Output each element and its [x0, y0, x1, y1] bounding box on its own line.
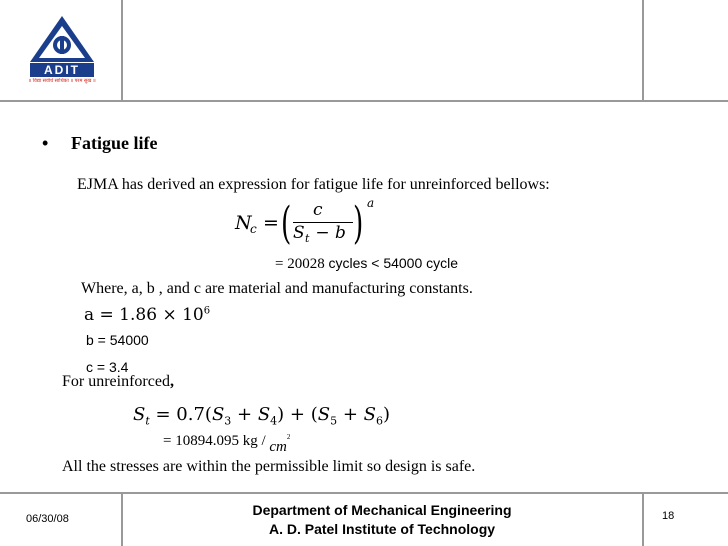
constant-a-exponent: 6 — [203, 305, 211, 317]
formula2-S: S — [133, 404, 146, 425]
formula1-close-paren: ) — [353, 198, 364, 249]
formula2-coef: 0.7( — [176, 404, 212, 425]
logo-tagline: ॥ विद्या सर्वार्थ साधिका ॥ परम सुख ॥ — [28, 78, 96, 84]
constant-a-text: a = 1.86 × 10 — [84, 305, 204, 325]
unreinforced-comma: , — [169, 373, 174, 390]
result2-exponent: 2 — [286, 433, 291, 441]
footer-institute: A. D. Patel Institute of Technology — [268, 521, 496, 537]
footer-date: 06/30/08 — [26, 513, 69, 525]
adit-logo — [22, 12, 102, 88]
stress-result — [163, 433, 291, 455]
formula2-S4-sub: 4 — [270, 414, 278, 428]
fatigue-life-formula — [235, 196, 375, 250]
formula2-eq: = — [149, 404, 177, 425]
page-number: 18 — [662, 510, 675, 522]
formula2-S6-sub: 6 — [375, 414, 383, 428]
formula2-S3-sub: 3 — [224, 414, 232, 428]
formula1-den-S: S — [293, 223, 305, 243]
logo-name: ADIT — [44, 63, 80, 77]
formula2-plus1: + — [231, 404, 258, 425]
formula1-exponent: a — [367, 196, 375, 210]
formula1-numerator: c — [313, 200, 323, 220]
formula1-equals: = — [263, 212, 279, 234]
formula2-S4: S — [257, 404, 271, 425]
formula1-N-sub: c — [250, 222, 257, 236]
footer-rule — [0, 492, 728, 494]
formula2-close1: ) + ( — [277, 404, 318, 425]
footer-divider-right — [642, 492, 644, 546]
result2-unit: cm — [269, 439, 287, 455]
formula2-S6: S — [363, 404, 376, 425]
result1-value: = 20028 — [275, 256, 329, 272]
bullet-dot: • — [42, 133, 49, 153]
where-text: Where, a, b , and c are material and manufacturing constants. — [81, 280, 473, 297]
formula2-plus2: + — [337, 404, 364, 425]
constant-b: b = 54000 — [86, 332, 149, 348]
formula2-S5: S — [317, 404, 331, 425]
stress-formula — [133, 404, 390, 428]
formula2-S5-sub: 5 — [330, 414, 338, 428]
header-rule — [0, 100, 728, 102]
intro-text: EJMA has derived an expression for fatigue life for unreinforced bellows: — [77, 176, 550, 193]
formula1-den-rest: − b — [310, 223, 346, 243]
fatigue-life-result — [275, 255, 458, 273]
formula2-close2: ) — [382, 404, 390, 425]
formula2-S-sub: t — [145, 414, 150, 428]
unreinforced-text: For unreinforced — [62, 373, 170, 390]
constant-a — [84, 305, 210, 325]
formula1-N: N — [235, 212, 252, 234]
result2-value: = 10894.095 kg / — [163, 433, 270, 449]
formula2-S3: S — [211, 404, 225, 425]
result1-units: cycles < 54000 cycle — [328, 255, 459, 271]
formula1-den-sub: t — [305, 232, 310, 245]
footer-divider-left — [121, 492, 123, 546]
formula1-open-paren: ( — [281, 198, 292, 249]
conclusion-text: All the stresses are within the permissible limit so design is safe. — [62, 458, 476, 475]
section-heading: Fatigue life — [71, 133, 158, 153]
unreinforced-label — [62, 373, 174, 391]
header-divider-left — [121, 0, 123, 102]
header-divider-right — [642, 0, 644, 102]
footer-department: Department of Mechanical Engineering — [252, 502, 512, 518]
constant-c: c = 3.4 — [86, 359, 129, 375]
